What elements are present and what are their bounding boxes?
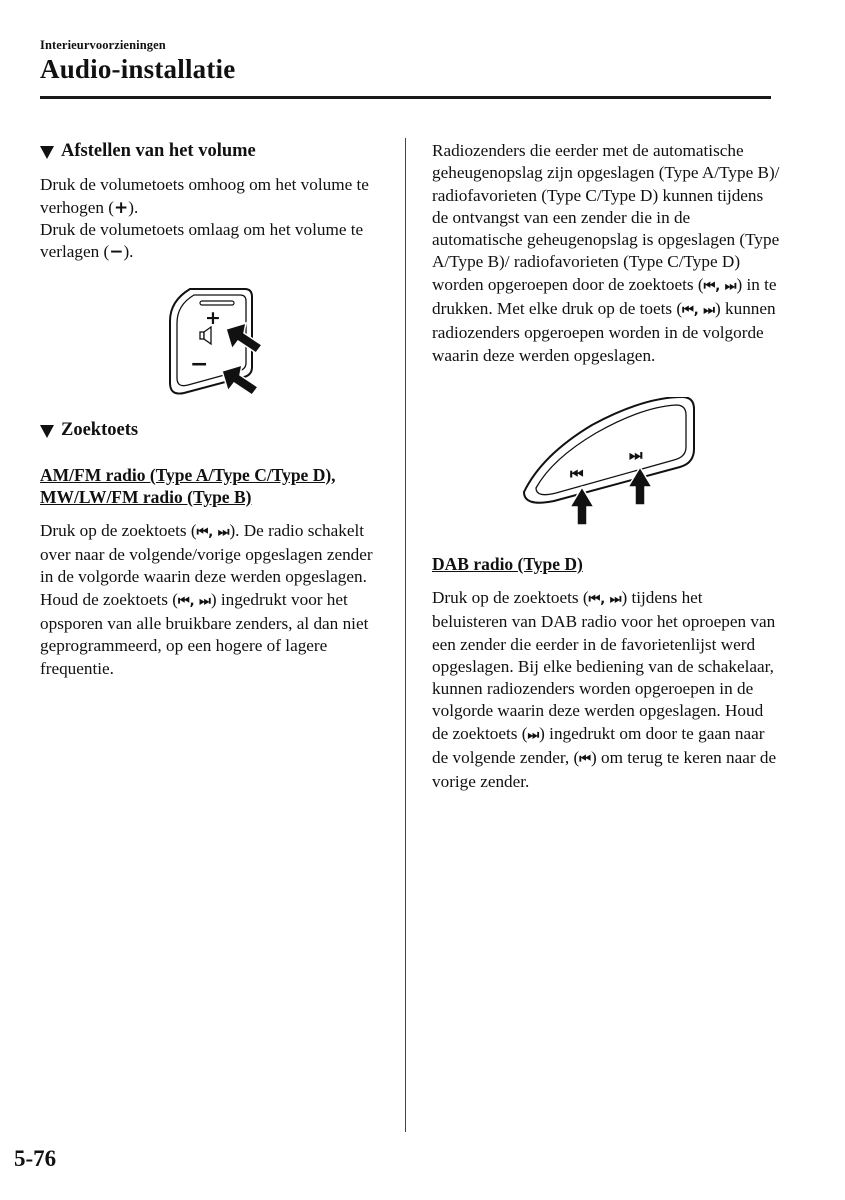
next-icon: ⏭ xyxy=(527,727,540,743)
prev-next-icon: ⏮, ⏭ xyxy=(588,591,622,607)
volume-heading-text: Afstellen van het volume xyxy=(61,141,256,161)
volume-plus-label: + xyxy=(205,307,221,330)
volume-heading xyxy=(40,140,390,162)
radio-subheading-line1: AM/FM radio (Type A/Type C/Type D), xyxy=(40,464,336,485)
dab-mid-text: ) tijdens het beluisteren van DAB radio voor het oproepen van een zender die eerder in de favorietenlijst werd opgeslagen. Bij elke bediening van de schakelaar, kunnen radiozenders worden opgeroepen in de volgorde waarin deze werden opgeslagen. Houd de zoektoets ( xyxy=(432,587,776,743)
search-press-paragraph xyxy=(40,520,390,589)
prev-next-icon: ⏮, ⏭ xyxy=(703,278,737,294)
dab-subheading: DAB radio (Type D) xyxy=(432,553,583,574)
prev-next-icon: ⏮, ⏭ xyxy=(682,303,715,319)
volume-up-end: ). xyxy=(128,197,139,217)
prev-icon: ⏮ xyxy=(579,752,591,768)
prev-next-icon: ⏮, ⏭ xyxy=(177,593,211,609)
search-hold-end: ) ingedrukt voor het opsporen van alle bruikbare zenders, al dan niet geprogrammeerd, op een hogere of lagere frequentie. xyxy=(40,589,369,678)
volume-down-text: Druk de volumetoets omlaag om het volume te verlagen ( xyxy=(40,219,364,262)
prev-label-icon: ⏮ xyxy=(570,464,584,483)
search-hold-paragraph xyxy=(40,589,390,680)
volume-down-end: ). xyxy=(123,242,134,262)
volume-up-paragraph xyxy=(40,174,390,219)
section-label: Interieurvoorzieningen xyxy=(40,38,166,52)
search-heading xyxy=(40,419,390,441)
column-divider xyxy=(405,138,406,1132)
dab-text: Druk op de zoektoets ( xyxy=(432,587,589,607)
right-column xyxy=(432,140,782,794)
next-label-icon: ⏭ xyxy=(629,445,643,464)
preset-mid-text: ) in te drukken. Met elke druk op de toets ( xyxy=(432,274,777,319)
preset-paragraph xyxy=(432,140,782,367)
volume-up-text: Druk de volumetoets omhoog om het volume te verhogen ( xyxy=(40,175,369,217)
search-press-end: ). De radio schakelt over naar de volgende/vorige opgeslagen zender in de volgorde waarin deze werden opgeslagen. xyxy=(40,520,373,587)
search-press-text: Druk op de zoektoets ( xyxy=(40,520,197,540)
minus-symbol: − xyxy=(109,242,124,263)
prev-next-icon: ⏮, ⏭ xyxy=(196,524,230,540)
preset-text: Radiozenders die eerder met de automatische geheugenopslag zijn opgeslagen (Type A/Type B)/ radiofavorieten (Type C/Type D) kunnen tijdens de ontvangst van een zender die in de automatische geheugenopslag is opgeslagen (Type A/Type B)/ radiofavorieten (Type C/Type D) worden opgeroepen door de zoektoets ( xyxy=(432,141,780,294)
preset-end: ) kunnen radiozenders opgeroepen worden in de volgorde waarin deze werden opgeslagen. xyxy=(432,299,776,365)
radio-subheading-line2: MW/LW/FM radio (Type B) xyxy=(40,486,252,507)
volume-switch-illustration xyxy=(160,281,290,401)
plus-symbol: + xyxy=(113,197,129,218)
search-switch-illustration xyxy=(514,397,704,527)
volume-down-paragraph xyxy=(40,219,390,264)
header-rule xyxy=(40,96,771,99)
triangle-bullet-icon xyxy=(40,146,54,159)
dab-paragraph xyxy=(432,587,782,794)
page-number: 5-76 xyxy=(14,1146,57,1171)
page-title: Audio-installatie xyxy=(40,54,236,84)
triangle-bullet-icon xyxy=(40,425,54,438)
search-hold-text: Houd de zoektoets ( xyxy=(40,589,178,609)
dab-mid2-text: ) ingedrukt om door te gaan naar de volgende zender, ( xyxy=(432,723,765,768)
search-heading-text: Zoektoets xyxy=(61,420,139,441)
left-column xyxy=(40,140,390,680)
volume-minus-label: − xyxy=(190,352,209,378)
dab-end: ) om terug te keren naar de vorige zender. xyxy=(432,748,777,792)
